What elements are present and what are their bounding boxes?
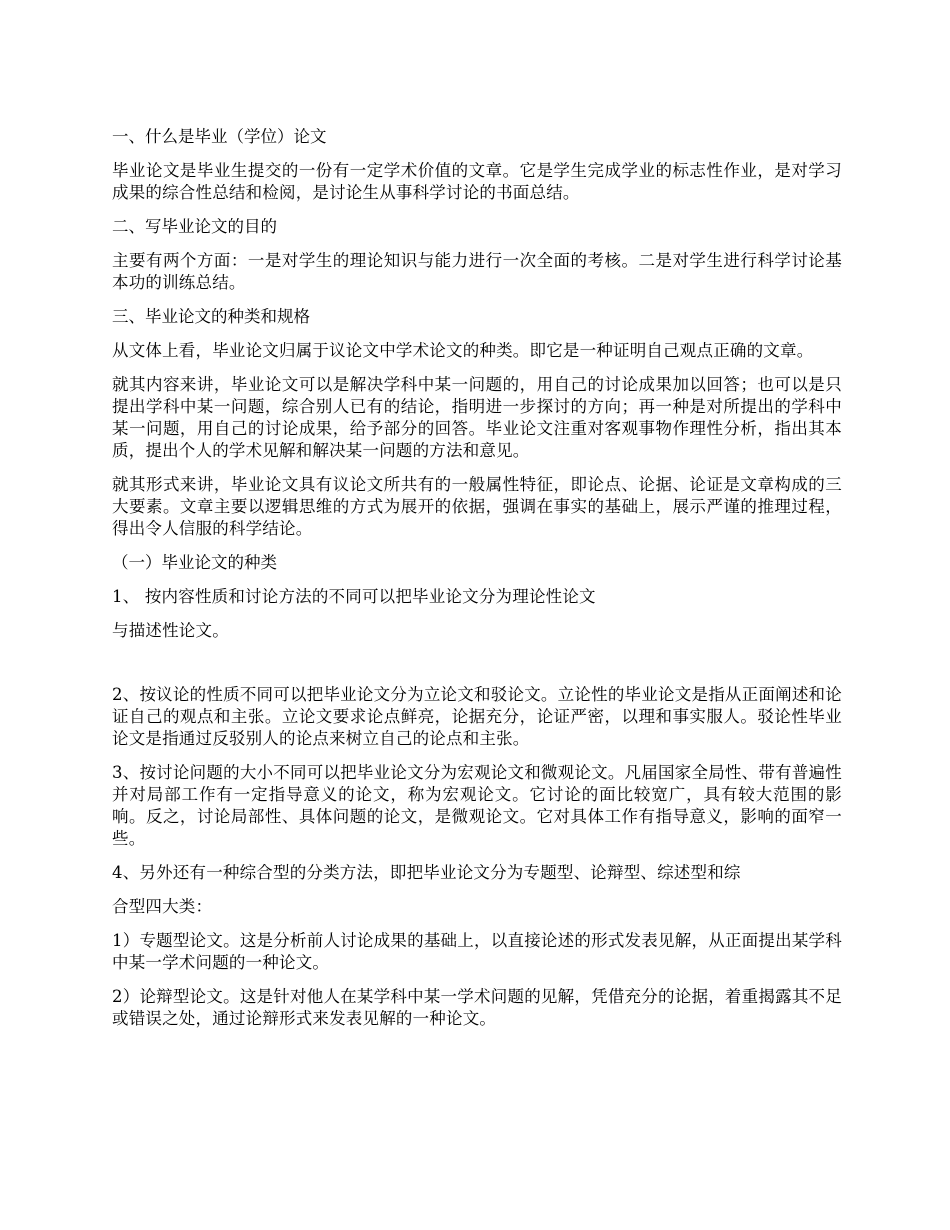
paragraph-genre: 从文体上看，毕业论文归属于议论文中学术论文的种类。即它是一种证明自己观点正确的文章。: [112, 341, 814, 360]
paragraph-type-4: 4、另外还有一种综合型的分类方法，即把毕业论文分为专题型、论辩型、综述型和综: [112, 863, 741, 882]
paragraph-form: 就其形式来讲，毕业论文具有议论文所共有的一般属性特征，即论点、论据、论证是文章构成的三大要素。文章主要以逻辑思维的方式为展开的依据，强调在事实的基础上，展示严谨的推理过程，得出令人信服的科学结论。: [112, 475, 842, 538]
paragraph-content: 就其内容来讲，毕业论文可以是解决学科中某一问题的，用自己的讨论成果加以回答；也可以是只提出学科中某一问题，综合别人已有的结论，指明进一步探讨的方向；再一种是对所提出的学科中某一问题，用自己的讨论成果，给予部分的回答。毕业论文注重对客观事物作理性分析，指出其本质，提出个人的学术见解和解决某一问题的方法和意见。: [112, 375, 842, 460]
subsection-heading-types: （一）毕业论文的种类: [112, 553, 277, 572]
section-heading-1: 一、什么是毕业（学位）论文: [112, 127, 327, 146]
paragraph-type-4-cont: 合型四大类：: [112, 897, 213, 916]
paragraph-definition: 毕业论文是毕业生提交的一份有一定学术价值的文章。它是学生完成学业的标志性作业，是对学习成果的综合性总结和检阅，是讨论生从事科学讨论的书面总结。: [112, 161, 842, 202]
paragraph-subtype-1: 1）专题型论文。这是分析前人讨论成果的基础上，以直接论述的形式发表见解，从正面提出某学科中某一学术问题的一种论文。: [112, 931, 842, 972]
paragraph-subtype-2: 2）论辩型论文。这是针对他人在某学科中某一学术问题的见解，凭借充分的论据，着重揭露其不足或错误之处，通过论辩形式来发表见解的一种论文。: [112, 987, 842, 1028]
paragraph-purpose: 主要有两个方面：一是对学生的理论知识与能力进行一次全面的考核。二是对学生进行科学讨论基本功的训练总结。: [112, 251, 842, 292]
paragraph-type-3: 3、按讨论问题的大小不同可以把毕业论文分为宏观论文和微观论文。凡届国家全局性、带有普遍性并对局部工作有一定指导意义的论文，称为宏观论文。它讨论的面比较宽广，具有较大范围的影响。反之，讨论局部性、具体问题的论文，是微观论文。它对具体工作有指导意义，影响的面窄一些。: [112, 763, 842, 848]
section-heading-3: 三、毕业论文的种类和规格: [112, 307, 310, 326]
paragraph-type-2: 2、按议论的性质不同可以把毕业论文分为立论文和驳论文。立论性的毕业论文是指从正面阐述和论证自己的观点和主张。立论文要求论点鲜亮，论据充分，论证严密，以理和事实服人。驳论性毕业论文是指通过反驳别人的论点来树立自己的论点和主张。: [112, 685, 842, 748]
blank-spacer: [112, 654, 842, 684]
paragraph-type-1: 1、 按内容性质和讨论方法的不同可以把毕业论文分为理论性论文: [112, 587, 596, 606]
paragraph-type-1-cont: 与描述性论文。: [112, 621, 229, 640]
section-heading-2: 二、写毕业论文的目的: [112, 217, 277, 236]
document-body: [112, 126, 842, 1042]
